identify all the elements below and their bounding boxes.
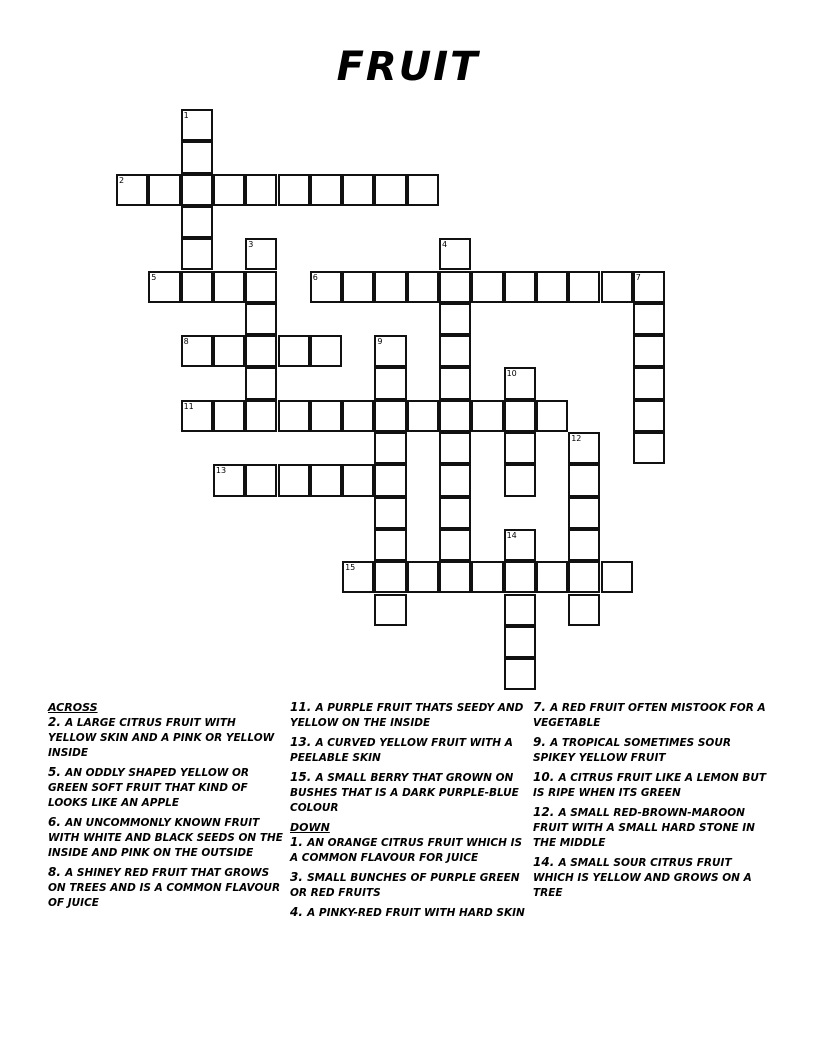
grid-cell[interactable]	[374, 271, 406, 303]
grid-cell[interactable]	[568, 561, 600, 593]
clue-text: AN ODDLY SHAPED YELLOW OR GREEN SOFT FRUIT THAT KIND OF LOOKS LIKE AN APPLE	[48, 767, 250, 809]
clues-column-2	[290, 700, 525, 925]
clue-text: A CITRUS FRUIT LIKE A LEMON BUT IS RIPE WHEN ITS GREEN	[533, 772, 767, 799]
clue-number: 11	[183, 401, 194, 411]
clue-item	[290, 870, 525, 901]
grid-cell[interactable]	[439, 464, 471, 496]
grid-cell[interactable]	[374, 464, 406, 496]
grid-cell[interactable]	[504, 594, 536, 626]
grid-cell[interactable]	[439, 271, 471, 303]
clue-text: A SMALL BERRY THAT GROWN ON BUSHES THAT IS A DARK PURPLE-BLUE COLOUR	[290, 772, 519, 814]
grid-cell[interactable]	[504, 561, 536, 593]
grid-cell[interactable]	[245, 367, 277, 399]
grid-cell[interactable]	[213, 335, 245, 367]
clue-item	[48, 815, 283, 861]
grid-cell[interactable]	[213, 271, 245, 303]
clue-item	[533, 700, 768, 731]
clue-number: 3.	[290, 870, 308, 884]
grid-cell[interactable]	[439, 529, 471, 561]
clue-text: A TROPICAL SOMETIMES SOUR SPIKEY YELLOW FRUIT	[533, 737, 731, 764]
grid-cell[interactable]	[504, 658, 536, 690]
grid-cell[interactable]	[471, 271, 503, 303]
clue-number: 10	[506, 369, 517, 379]
down-heading: DOWN	[290, 821, 330, 834]
clue-number: 7.	[533, 700, 551, 714]
grid-cell[interactable]	[342, 174, 374, 206]
grid-cell[interactable]	[633, 432, 665, 464]
grid-cell[interactable]	[310, 335, 342, 367]
grid-cell[interactable]	[116, 174, 148, 206]
grid-cell[interactable]	[471, 400, 503, 432]
grid-cell[interactable]	[568, 464, 600, 496]
clue-item	[290, 835, 525, 866]
clue-number: 5	[151, 272, 157, 282]
clue-item	[533, 735, 768, 766]
grid-cell[interactable]	[407, 400, 439, 432]
clue-number: 13.	[290, 735, 316, 749]
clue-number: 11.	[290, 700, 316, 714]
grid-cell[interactable]	[504, 271, 536, 303]
grid-cell[interactable]	[374, 561, 406, 593]
grid-cell[interactable]	[148, 174, 180, 206]
clue-item	[290, 700, 525, 731]
grid-cell[interactable]	[278, 464, 310, 496]
grid-cell[interactable]	[278, 174, 310, 206]
grid-cell[interactable]	[310, 271, 342, 303]
grid-cell[interactable]	[213, 464, 245, 496]
grid-cell[interactable]	[374, 174, 406, 206]
grid-cell[interactable]	[568, 529, 600, 561]
clue-item	[533, 855, 768, 901]
grid-cell[interactable]	[213, 174, 245, 206]
clue-item	[290, 735, 525, 766]
clue-number: 8	[183, 337, 189, 347]
clue-text: AN UNCOMMONLY KNOWN FRUIT WITH WHITE AND BLACK SEEDS ON THE INSIDE AND PINK ON THE OUTSIDE	[48, 817, 283, 859]
clue-text: A LARGE CITRUS FRUIT WITH YELLOW SKIN AND A PINK OR YELLOW INSIDE	[48, 717, 275, 759]
grid-cell[interactable]	[504, 529, 536, 561]
grid-cell[interactable]	[633, 400, 665, 432]
grid-cell[interactable]	[439, 497, 471, 529]
clue-number: 15.	[290, 770, 316, 784]
clue-text: A SHINEY RED FRUIT THAT GROWS ON TREES AND IS A COMMON FLAVOUR OF JUICE	[48, 867, 281, 909]
grid-cell[interactable]	[374, 335, 406, 367]
clue-number: 14	[506, 530, 517, 540]
grid-cell[interactable]	[342, 464, 374, 496]
grid-cell[interactable]	[181, 400, 213, 432]
grid-cell[interactable]	[439, 400, 471, 432]
grid-cell[interactable]	[633, 271, 665, 303]
page-title: FRUIT	[336, 44, 480, 90]
clue-number: 15	[345, 563, 356, 573]
grid-cell[interactable]	[504, 626, 536, 658]
grid-cell[interactable]	[439, 335, 471, 367]
grid-cell[interactable]	[374, 400, 406, 432]
clues-column-1	[48, 700, 283, 915]
grid-cell[interactable]	[439, 238, 471, 270]
grid-cell[interactable]	[278, 335, 310, 367]
grid-cell[interactable]	[213, 400, 245, 432]
grid-cell[interactable]	[633, 367, 665, 399]
grid-cell[interactable]	[601, 561, 633, 593]
grid-cell[interactable]	[568, 271, 600, 303]
grid-cell[interactable]	[568, 497, 600, 529]
clue-number: 6.	[48, 815, 66, 829]
clue-number: 7	[635, 272, 641, 282]
grid-cell[interactable]	[407, 561, 439, 593]
clue-item	[533, 805, 768, 851]
clue-number: 1.	[290, 835, 308, 849]
clue-number: 9	[377, 337, 383, 347]
grid-cell[interactable]	[439, 432, 471, 464]
clue-item	[290, 770, 525, 816]
grid-cell[interactable]	[633, 335, 665, 367]
grid-cell[interactable]	[181, 271, 213, 303]
clue-text: A SMALL SOUR CITRUS FRUIT WHICH IS YELLOW AND GROWS ON A TREE	[533, 857, 752, 899]
grid-cell[interactable]	[374, 497, 406, 529]
grid-cell[interactable]	[148, 271, 180, 303]
clue-number: 12	[571, 434, 582, 443]
grid-cell[interactable]	[181, 206, 213, 238]
clue-number: 4	[442, 240, 448, 250]
clue-number: 13	[215, 466, 227, 476]
clue-number: 14.	[533, 855, 559, 869]
grid-cell[interactable]	[310, 464, 342, 496]
grid-cell[interactable]	[374, 367, 406, 399]
grid-cell[interactable]	[504, 464, 536, 496]
grid-cell[interactable]	[181, 335, 213, 367]
grid-cell[interactable]	[245, 335, 277, 367]
clue-number: 4.	[290, 905, 308, 919]
clue-text: SMALL BUNCHES OF PURPLE GREEN OR RED FRUITS	[290, 872, 520, 899]
clue-item	[48, 765, 283, 811]
grid-cell[interactable]	[374, 529, 406, 561]
clue-number: 2.	[48, 715, 66, 729]
grid-cell[interactable]	[181, 174, 213, 206]
grid-cell[interactable]	[245, 271, 277, 303]
clue-number: 9.	[533, 735, 551, 749]
grid-cell[interactable]	[181, 109, 213, 141]
grid-cell[interactable]	[342, 400, 374, 432]
grid-cell[interactable]	[568, 432, 600, 464]
clue-item	[48, 715, 283, 761]
clues-column-3	[533, 700, 768, 905]
grid-cell[interactable]	[504, 432, 536, 464]
clue-text: A PURPLE FRUIT THATS SEEDY AND YELLOW ON THE INSIDE	[290, 702, 524, 729]
grid-cell[interactable]	[310, 174, 342, 206]
clue-number: 8.	[48, 865, 66, 879]
clue-item	[290, 905, 525, 921]
grid-cell[interactable]	[568, 594, 600, 626]
grid-cell[interactable]	[310, 400, 342, 432]
grid-cell[interactable]	[601, 271, 633, 303]
clue-number: 6	[312, 272, 318, 282]
grid-cell[interactable]	[245, 400, 277, 432]
clue-number: 1	[183, 111, 189, 120]
grid-cell[interactable]	[504, 367, 536, 399]
clue-number: 10.	[533, 770, 559, 784]
clue-number: 3	[248, 240, 254, 250]
clue-item	[533, 770, 768, 801]
clue-number: 12.	[533, 805, 559, 819]
grid-cell[interactable]	[407, 174, 439, 206]
grid-cell[interactable]	[245, 238, 277, 270]
grid-cell[interactable]	[181, 238, 213, 270]
grid-cell[interactable]	[633, 303, 665, 335]
clue-text: A SMALL RED-BROWN-MAROON FRUIT WITH A SMALL HARD STONE IN THE MIDDLE	[533, 807, 755, 849]
grid-cell[interactable]	[342, 561, 374, 593]
grid-cell[interactable]	[374, 594, 406, 626]
clue-number: 5.	[48, 765, 66, 779]
grid-cell[interactable]	[439, 561, 471, 593]
clue-number: 2	[119, 175, 125, 185]
clue-text: A PINKY-RED FRUIT WITH HARD SKIN	[307, 907, 525, 919]
grid-cell[interactable]	[342, 271, 374, 303]
grid-cell[interactable]	[181, 141, 213, 173]
grid-cell[interactable]	[471, 561, 503, 593]
grid-cell[interactable]	[536, 400, 568, 432]
grid-cell[interactable]	[504, 400, 536, 432]
grid-cell[interactable]	[245, 174, 277, 206]
across-heading: ACROSS	[48, 701, 98, 714]
clue-text: A CURVED YELLOW FRUIT WITH A PEELABLE SKIN	[290, 737, 513, 764]
grid-cell[interactable]	[374, 432, 406, 464]
grid-cell[interactable]	[245, 303, 277, 335]
grid-cell[interactable]	[439, 367, 471, 399]
clue-text: AN ORANGE CITRUS FRUIT WHICH IS A COMMON FLAVOUR FOR JUICE	[290, 837, 523, 864]
grid-cell[interactable]	[245, 464, 277, 496]
grid-cell[interactable]	[536, 271, 568, 303]
grid-cell[interactable]	[536, 561, 568, 593]
grid-cell[interactable]	[407, 271, 439, 303]
grid-cell[interactable]	[278, 400, 310, 432]
clue-item	[48, 865, 283, 911]
clue-text: A RED FRUIT OFTEN MISTOOK FOR A VEGETABLE	[533, 702, 766, 729]
grid-cell[interactable]	[439, 303, 471, 335]
